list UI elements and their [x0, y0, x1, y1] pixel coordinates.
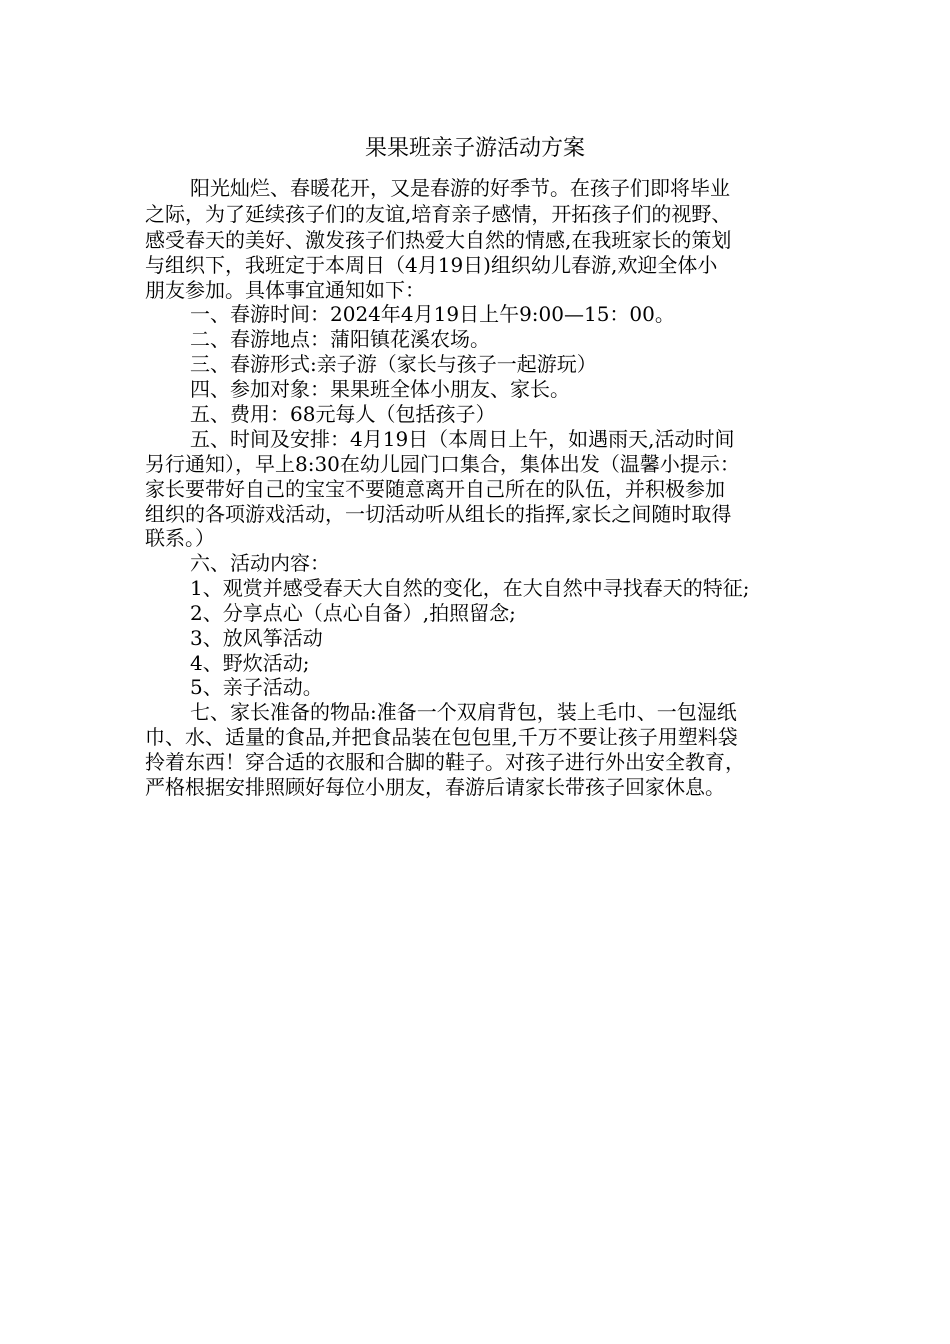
item-time: 一、春游时间：2024年4月19日上午9:00—15：00。: [190, 302, 675, 326]
item-supplies-line: 拎着东西！穿合适的衣服和合脚的鞋子。对孩子进行外出安全教育，: [145, 750, 745, 774]
item-fee: 五、费用：68元每人（包括孩子）: [190, 402, 496, 426]
activity-item: 4、野炊活动;: [190, 651, 310, 675]
paragraph-intro-line: 之际，为了延续孩子们的友谊,培育亲子感情，开拓孩子们的视野、: [145, 202, 732, 226]
item-format: 三、春游形式:亲子游（家长与孩子一起游玩）: [190, 352, 597, 376]
activity-item: 2、分享点心（点心自备）,拍照留念;: [190, 601, 516, 625]
item-supplies-line: 严格根据安排照顾好每位小朋友，春游后请家长带孩子回家休息。: [145, 775, 725, 799]
document-title: 果果班亲子游活动方案: [364, 136, 585, 161]
item-supplies-line: 巾、水、适量的食品,并把食品装在包包里,千万不要让孩子用塑料袋: [145, 725, 738, 749]
activities-heading: 六、活动内容：: [190, 551, 330, 575]
activity-item: 5、亲子活动。: [190, 675, 323, 699]
paragraph-intro-line: 阳光灿烂、春暖花开，又是春游的好季节。在孩子们即将毕业: [190, 176, 730, 200]
item-participants: 四、参加对象：果果班全体小朋友、家长。: [190, 377, 570, 401]
item-schedule-line: 五、时间及安排：4月19日（本周日上午，如遇雨天,活动时间: [190, 427, 735, 451]
paragraph-intro-line: 感受春天的美好、激发孩子们热爱大自然的情感,在我班家长的策划: [145, 228, 732, 252]
item-schedule-line: 另行通知），早上8:30在幼儿园门口集合，集体出发（温馨小提示：: [145, 452, 740, 476]
activity-item: 1、观赏并感受春天大自然的变化，在大自然中寻找春天的特征;: [190, 576, 750, 600]
item-supplies-line: 七、家长准备的物品:准备一个双肩背包，装上毛巾、一包湿纸: [190, 700, 737, 724]
item-schedule-line: 组织的各项游戏活动，一切活动听从组长的指挥,家长之间随时取得: [145, 502, 732, 526]
item-schedule-line: 家长要带好自己的宝宝不要随意离开自己所在的队伍，并积极参加: [145, 477, 725, 501]
activity-item: 3、放风筝活动: [190, 626, 323, 650]
item-schedule-line: 联系。）: [145, 526, 215, 550]
item-location: 二、春游地点：蒲阳镇花溪农场。: [190, 327, 490, 351]
paragraph-intro-line: 与组织下，我班定于本周日（4月19日)组织幼儿春游,欢迎全体小: [145, 253, 718, 277]
paragraph-intro-line: 朋友参加。具体事宜通知如下：: [145, 278, 425, 302]
